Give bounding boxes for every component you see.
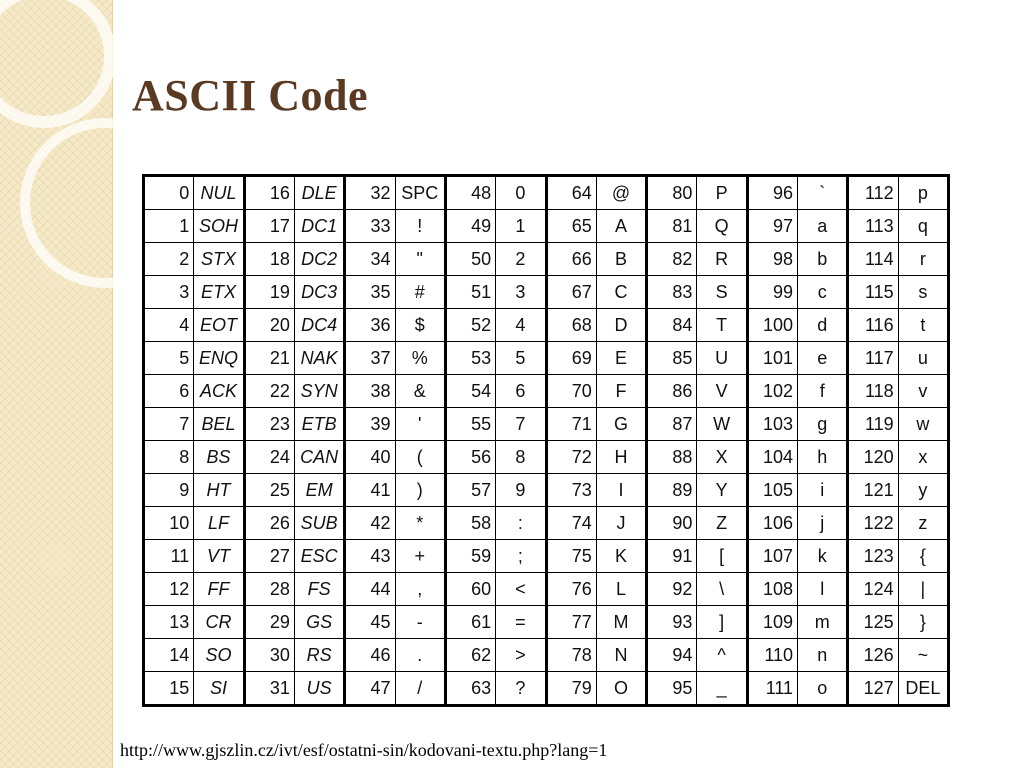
ascii-char-cell: p: [898, 176, 948, 210]
ascii-code-cell: 100: [747, 309, 797, 342]
ascii-char-cell: !: [395, 210, 445, 243]
ascii-char-cell: r: [898, 243, 948, 276]
ascii-char-cell: o: [798, 672, 848, 706]
ascii-code-cell: 79: [546, 672, 596, 706]
ascii-code-cell: 107: [747, 540, 797, 573]
ascii-code-cell: 94: [647, 639, 697, 672]
ascii-char-cell: =: [496, 606, 546, 639]
ascii-char-cell: US: [294, 672, 344, 706]
ascii-code-cell: 8: [144, 441, 194, 474]
table-row: [144, 408, 949, 441]
ascii-char-cell: NUL: [194, 176, 244, 210]
ascii-char-cell: D: [596, 309, 646, 342]
table-row: [144, 507, 949, 540]
ascii-code-cell: 16: [244, 176, 294, 210]
ascii-code-cell: 102: [747, 375, 797, 408]
ascii-code-cell: 34: [345, 243, 395, 276]
ascii-char-cell: ENQ: [194, 342, 244, 375]
ascii-code-cell: 113: [848, 210, 898, 243]
ascii-code-cell: 87: [647, 408, 697, 441]
ascii-code-cell: 119: [848, 408, 898, 441]
ascii-char-cell: $: [395, 309, 445, 342]
ascii-code-cell: 91: [647, 540, 697, 573]
ascii-char-cell: 1: [496, 210, 546, 243]
ascii-char-cell: #: [395, 276, 445, 309]
ascii-char-cell: *: [395, 507, 445, 540]
ascii-code-cell: 104: [747, 441, 797, 474]
ascii-char-cell: }: [898, 606, 948, 639]
ascii-char-cell: CR: [194, 606, 244, 639]
ascii-code-cell: 106: [747, 507, 797, 540]
ascii-code-cell: 44: [345, 573, 395, 606]
ascii-char-cell: ESC: [294, 540, 344, 573]
ascii-char-cell: ": [395, 243, 445, 276]
ascii-char-cell: s: [898, 276, 948, 309]
ascii-code-cell: 121: [848, 474, 898, 507]
ascii-char-cell: 2: [496, 243, 546, 276]
ascii-char-cell: u: [898, 342, 948, 375]
ascii-char-cell: VT: [194, 540, 244, 573]
ascii-code-cell: 112: [848, 176, 898, 210]
ascii-char-cell: c: [798, 276, 848, 309]
ascii-code-cell: 124: [848, 573, 898, 606]
ascii-code-cell: 122: [848, 507, 898, 540]
ascii-code-cell: 80: [647, 176, 697, 210]
table-row: [144, 375, 949, 408]
ascii-code-cell: 17: [244, 210, 294, 243]
ascii-code-cell: 53: [445, 342, 495, 375]
ascii-code-cell: 38: [345, 375, 395, 408]
table-row: [144, 176, 949, 210]
ascii-code-cell: 74: [546, 507, 596, 540]
ascii-code-cell: 48: [445, 176, 495, 210]
ascii-code-table: [142, 174, 950, 707]
ascii-char-cell: ': [395, 408, 445, 441]
ascii-code-cell: 13: [144, 606, 194, 639]
ascii-code-cell: 61: [445, 606, 495, 639]
ascii-code-cell: 60: [445, 573, 495, 606]
slide-title: ASCII Code: [132, 71, 369, 120]
ascii-code-cell: 110: [747, 639, 797, 672]
table-row: [144, 573, 949, 606]
ascii-code-cell: 6: [144, 375, 194, 408]
ascii-code-cell: 25: [244, 474, 294, 507]
ascii-code-cell: 10: [144, 507, 194, 540]
ascii-code-cell: 86: [647, 375, 697, 408]
ascii-char-cell: 7: [496, 408, 546, 441]
ascii-code-cell: 111: [747, 672, 797, 706]
ascii-code-cell: 69: [546, 342, 596, 375]
ascii-char-cell: v: [898, 375, 948, 408]
ascii-char-cell: DLE: [294, 176, 344, 210]
ascii-code-cell: 103: [747, 408, 797, 441]
ascii-char-cell: %: [395, 342, 445, 375]
ascii-code-cell: 57: [445, 474, 495, 507]
ascii-code-cell: 27: [244, 540, 294, 573]
ascii-char-cell: 9: [496, 474, 546, 507]
ascii-code-cell: 22: [244, 375, 294, 408]
ascii-code-cell: 50: [445, 243, 495, 276]
ascii-char-cell: 3: [496, 276, 546, 309]
ascii-char-cell: ?: [496, 672, 546, 706]
ascii-code-cell: 30: [244, 639, 294, 672]
ascii-code-cell: 118: [848, 375, 898, 408]
ascii-code-cell: 92: [647, 573, 697, 606]
decorative-ring: [0, 0, 116, 128]
ascii-code-cell: 76: [546, 573, 596, 606]
ascii-code-cell: 33: [345, 210, 395, 243]
ascii-char-cell: F: [596, 375, 646, 408]
ascii-code-cell: 89: [647, 474, 697, 507]
ascii-char-cell: 6: [496, 375, 546, 408]
ascii-char-cell: (: [395, 441, 445, 474]
ascii-code-cell: 90: [647, 507, 697, 540]
ascii-char-cell: a: [798, 210, 848, 243]
ascii-code-cell: 15: [144, 672, 194, 706]
ascii-code-cell: 2: [144, 243, 194, 276]
ascii-char-cell: _: [697, 672, 747, 706]
ascii-char-cell: j: [798, 507, 848, 540]
ascii-code-cell: 58: [445, 507, 495, 540]
ascii-code-cell: 20: [244, 309, 294, 342]
ascii-char-cell: LF: [194, 507, 244, 540]
ascii-char-cell: ETB: [294, 408, 344, 441]
ascii-code-cell: 28: [244, 573, 294, 606]
ascii-char-cell: EM: [294, 474, 344, 507]
ascii-char-cell: Z: [697, 507, 747, 540]
ascii-char-cell: FS: [294, 573, 344, 606]
ascii-char-cell: d: [798, 309, 848, 342]
ascii-char-cell: x: [898, 441, 948, 474]
ascii-code-cell: 71: [546, 408, 596, 441]
ascii-code-cell: 5: [144, 342, 194, 375]
ascii-char-cell: S: [697, 276, 747, 309]
ascii-code-cell: 114: [848, 243, 898, 276]
ascii-code-cell: 116: [848, 309, 898, 342]
ascii-code-cell: 37: [345, 342, 395, 375]
ascii-char-cell: g: [798, 408, 848, 441]
ascii-char-cell: t: [898, 309, 948, 342]
ascii-code-cell: 85: [647, 342, 697, 375]
ascii-char-cell: ~: [898, 639, 948, 672]
table-row: [144, 441, 949, 474]
ascii-char-cell: U: [697, 342, 747, 375]
ascii-char-cell: b: [798, 243, 848, 276]
ascii-char-cell: RS: [294, 639, 344, 672]
ascii-code-cell: 49: [445, 210, 495, 243]
ascii-code-cell: 7: [144, 408, 194, 441]
ascii-char-cell: \: [697, 573, 747, 606]
ascii-code-cell: 21: [244, 342, 294, 375]
ascii-code-cell: 93: [647, 606, 697, 639]
ascii-code-cell: 56: [445, 441, 495, 474]
ascii-code-cell: 63: [445, 672, 495, 706]
ascii-char-cell: w: [898, 408, 948, 441]
ascii-code-cell: 39: [345, 408, 395, 441]
ascii-char-cell: n: [798, 639, 848, 672]
ascii-code-cell: 42: [345, 507, 395, 540]
ascii-char-cell: ;: [496, 540, 546, 573]
ascii-code-cell: 0: [144, 176, 194, 210]
ascii-code-cell: 66: [546, 243, 596, 276]
ascii-code-cell: 78: [546, 639, 596, 672]
ascii-char-cell: DC1: [294, 210, 344, 243]
ascii-code-cell: 35: [345, 276, 395, 309]
ascii-char-cell: BS: [194, 441, 244, 474]
ascii-code-cell: 32: [345, 176, 395, 210]
ascii-char-cell: ETX: [194, 276, 244, 309]
ascii-code-cell: 24: [244, 441, 294, 474]
ascii-char-cell: z: [898, 507, 948, 540]
ascii-code-cell: 62: [445, 639, 495, 672]
ascii-code-cell: 41: [345, 474, 395, 507]
ascii-code-cell: 59: [445, 540, 495, 573]
ascii-char-cell: @: [596, 176, 646, 210]
ascii-code-cell: 52: [445, 309, 495, 342]
ascii-code-cell: 9: [144, 474, 194, 507]
ascii-char-cell: R: [697, 243, 747, 276]
ascii-char-cell: e: [798, 342, 848, 375]
ascii-code-cell: 23: [244, 408, 294, 441]
ascii-code-cell: 105: [747, 474, 797, 507]
ascii-code-cell: 45: [345, 606, 395, 639]
ascii-char-cell: SI: [194, 672, 244, 706]
ascii-char-cell: k: [798, 540, 848, 573]
ascii-code-cell: 29: [244, 606, 294, 639]
ascii-code-cell: 1: [144, 210, 194, 243]
ascii-char-cell: A: [596, 210, 646, 243]
ascii-char-cell: SUB: [294, 507, 344, 540]
ascii-code-cell: 101: [747, 342, 797, 375]
table-row: [144, 672, 949, 706]
decorative-side-band: [0, 0, 113, 768]
ascii-char-cell: m: [798, 606, 848, 639]
ascii-char-cell: N: [596, 639, 646, 672]
ascii-char-cell: +: [395, 540, 445, 573]
ascii-code-cell: 14: [144, 639, 194, 672]
ascii-code-cell: 98: [747, 243, 797, 276]
ascii-char-cell: h: [798, 441, 848, 474]
ascii-code-cell: 18: [244, 243, 294, 276]
ascii-char-cell: DEL: [898, 672, 948, 706]
ascii-char-cell: SYN: [294, 375, 344, 408]
ascii-char-cell: G: [596, 408, 646, 441]
ascii-char-cell: f: [798, 375, 848, 408]
ascii-char-cell: l: [798, 573, 848, 606]
ascii-code-cell: 51: [445, 276, 495, 309]
ascii-char-cell: E: [596, 342, 646, 375]
ascii-char-cell: &: [395, 375, 445, 408]
ascii-code-cell: 117: [848, 342, 898, 375]
ascii-char-cell: H: [596, 441, 646, 474]
ascii-code-cell: 54: [445, 375, 495, 408]
ascii-char-cell: 4: [496, 309, 546, 342]
ascii-char-cell: :: [496, 507, 546, 540]
ascii-char-cell: ]: [697, 606, 747, 639]
table-row: [144, 309, 949, 342]
ascii-char-cell: I: [596, 474, 646, 507]
ascii-char-cell: .: [395, 639, 445, 672]
ascii-code-cell: 72: [546, 441, 596, 474]
ascii-char-cell: SOH: [194, 210, 244, 243]
ascii-code-cell: 88: [647, 441, 697, 474]
table-row: [144, 342, 949, 375]
ascii-code-cell: 82: [647, 243, 697, 276]
ascii-code-cell: 108: [747, 573, 797, 606]
ascii-char-cell: |: [898, 573, 948, 606]
source-url: http://www.gjszlin.cz/ivt/esf/ostatni-sin/kodovani-textu.php?lang=1: [120, 740, 608, 760]
ascii-code-cell: 115: [848, 276, 898, 309]
ascii-code-cell: 26: [244, 507, 294, 540]
table-row: [144, 243, 949, 276]
ascii-char-cell: K: [596, 540, 646, 573]
ascii-char-cell: SPC: [395, 176, 445, 210]
table-row: [144, 639, 949, 672]
ascii-char-cell: V: [697, 375, 747, 408]
ascii-code-cell: 77: [546, 606, 596, 639]
ascii-char-cell: 0: [496, 176, 546, 210]
ascii-char-cell: M: [596, 606, 646, 639]
ascii-code-cell: 125: [848, 606, 898, 639]
ascii-char-cell: SO: [194, 639, 244, 672]
ascii-char-cell: GS: [294, 606, 344, 639]
ascii-code-cell: 81: [647, 210, 697, 243]
ascii-char-cell: FF: [194, 573, 244, 606]
ascii-char-cell: EOT: [194, 309, 244, 342]
ascii-code-cell: 31: [244, 672, 294, 706]
ascii-code-cell: 46: [345, 639, 395, 672]
ascii-char-cell: O: [596, 672, 646, 706]
ascii-code-cell: 83: [647, 276, 697, 309]
ascii-char-cell: ): [395, 474, 445, 507]
table-row: [144, 210, 949, 243]
ascii-code-cell: 64: [546, 176, 596, 210]
ascii-code-cell: 127: [848, 672, 898, 706]
ascii-char-cell: B: [596, 243, 646, 276]
ascii-char-cell: `: [798, 176, 848, 210]
ascii-char-cell: <: [496, 573, 546, 606]
ascii-char-cell: STX: [194, 243, 244, 276]
ascii-code-cell: 99: [747, 276, 797, 309]
ascii-code-cell: 120: [848, 441, 898, 474]
ascii-char-cell: T: [697, 309, 747, 342]
table-row: [144, 276, 949, 309]
ascii-char-cell: y: [898, 474, 948, 507]
ascii-char-cell: Q: [697, 210, 747, 243]
ascii-code-cell: 36: [345, 309, 395, 342]
ascii-char-cell: C: [596, 276, 646, 309]
ascii-char-cell: ^: [697, 639, 747, 672]
ascii-char-cell: DC4: [294, 309, 344, 342]
ascii-char-cell: /: [395, 672, 445, 706]
ascii-code-cell: 40: [345, 441, 395, 474]
table-row: [144, 474, 949, 507]
ascii-char-cell: >: [496, 639, 546, 672]
ascii-char-cell: X: [697, 441, 747, 474]
ascii-code-cell: 97: [747, 210, 797, 243]
ascii-code-cell: 65: [546, 210, 596, 243]
table-row: [144, 606, 949, 639]
ascii-char-cell: DC3: [294, 276, 344, 309]
ascii-char-cell: q: [898, 210, 948, 243]
ascii-code-cell: 47: [345, 672, 395, 706]
ascii-code-cell: 126: [848, 639, 898, 672]
ascii-code-cell: 19: [244, 276, 294, 309]
ascii-char-cell: [: [697, 540, 747, 573]
ascii-code-cell: 70: [546, 375, 596, 408]
ascii-code-cell: 95: [647, 672, 697, 706]
ascii-char-cell: DC2: [294, 243, 344, 276]
ascii-char-cell: 8: [496, 441, 546, 474]
ascii-code-cell: 109: [747, 606, 797, 639]
ascii-char-cell: HT: [194, 474, 244, 507]
ascii-char-cell: W: [697, 408, 747, 441]
ascii-char-cell: ACK: [194, 375, 244, 408]
ascii-code-cell: 84: [647, 309, 697, 342]
ascii-code-cell: 3: [144, 276, 194, 309]
ascii-char-cell: L: [596, 573, 646, 606]
ascii-code-cell: 67: [546, 276, 596, 309]
ascii-char-cell: CAN: [294, 441, 344, 474]
ascii-char-cell: NAK: [294, 342, 344, 375]
ascii-char-cell: J: [596, 507, 646, 540]
ascii-code-cell: 96: [747, 176, 797, 210]
ascii-code-cell: 55: [445, 408, 495, 441]
ascii-code-cell: 75: [546, 540, 596, 573]
ascii-char-cell: 5: [496, 342, 546, 375]
ascii-char-cell: ,: [395, 573, 445, 606]
ascii-char-cell: P: [697, 176, 747, 210]
ascii-code-cell: 4: [144, 309, 194, 342]
ascii-code-cell: 73: [546, 474, 596, 507]
table-row: [144, 540, 949, 573]
ascii-char-cell: i: [798, 474, 848, 507]
ascii-code-cell: 12: [144, 573, 194, 606]
ascii-char-cell: -: [395, 606, 445, 639]
ascii-char-cell: {: [898, 540, 948, 573]
ascii-code-cell: 68: [546, 309, 596, 342]
ascii-code-cell: 43: [345, 540, 395, 573]
ascii-char-cell: BEL: [194, 408, 244, 441]
ascii-char-cell: Y: [697, 474, 747, 507]
ascii-code-cell: 123: [848, 540, 898, 573]
ascii-code-cell: 11: [144, 540, 194, 573]
